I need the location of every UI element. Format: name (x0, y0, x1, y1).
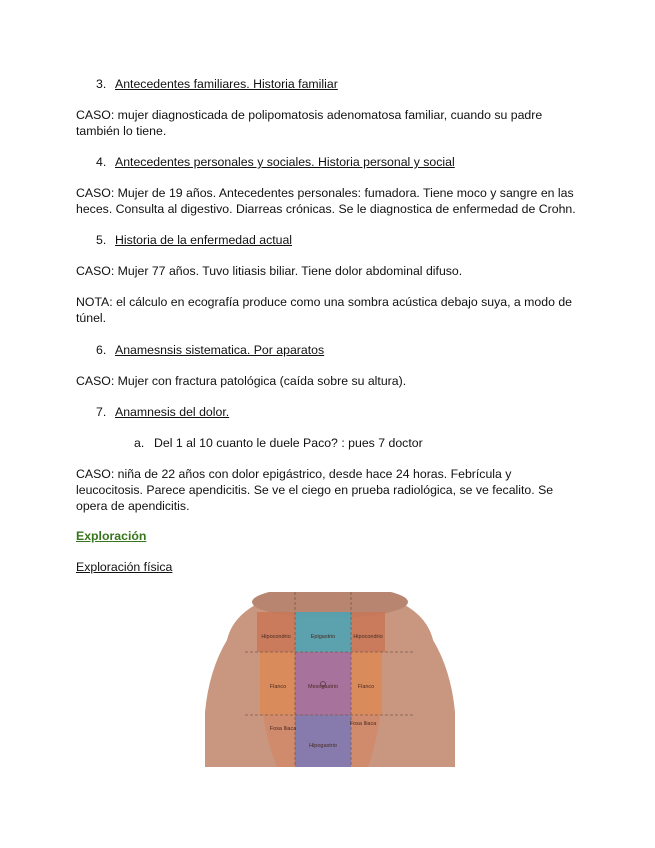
item-7-heading: Anamnesis del dolor. (115, 405, 230, 419)
item-6-heading: Anamesnsis sistematica. Por aparatos (115, 343, 325, 357)
note-paragraph: NOTA: el cálculo en ecografía produce como una sombra acústica debajo suya, a modo de túnel. (76, 295, 573, 325)
hipocondrio-der-region (351, 612, 385, 652)
label-hipocondrio-der: Hipocondrio (353, 634, 383, 640)
case-dolor-paragraph: CASO: niña de 22 años con dolor epigástrico, desde hace 24 horas. Febrícula y leucocitosis. Parece apendicitis. Se ve el ciego en prueba radiológica, se ve fecalito. Se opera de apendicitis. (76, 467, 554, 513)
case-aparatos-paragraph: CASO: Mujer con fractura patológica (caída sobre su altura). (76, 374, 407, 388)
hipogastrio-region (295, 715, 351, 767)
case-familiar-paragraph: CASO: mujer diagnosticada de polipomatosis adenomatosa familiar, cuando su padre también lo tiene. (76, 108, 543, 138)
case-actual-paragraph: CASO: Mujer 77 años. Tuvo litiasis biliar. Tiene dolor abdominal difuso. (76, 264, 463, 278)
item-7-number: 7. (96, 405, 107, 419)
subitem-letter: a. (134, 436, 145, 450)
label-fosa-iliaca-izq: Fosa Iliaca (269, 726, 297, 732)
item-5-heading: Historia de la enfermedad actual (115, 233, 293, 247)
case-personal-paragraph: CASO: Mujer de 19 años. Antecedentes personales: fumadora. Tiene moco y sangre en las heces. Consulta al digestivo. Diarreas crónicas. Se le diagnostica de enfermedad de Crohn. (76, 186, 576, 216)
item-3-number: 3. (96, 77, 107, 91)
label-flanco-der: Flanco (357, 684, 375, 690)
label-fosa-iliaca-der: Fosa Iliaca (349, 721, 377, 727)
label-hipocondrio-izq: Hipocondrio (261, 634, 291, 640)
item-3-heading: Antecedentes familiares. Historia familiar (115, 77, 338, 91)
item-6-number: 6. (96, 343, 107, 357)
label-mesogastrio: Mesogastrio (308, 684, 338, 690)
section-title: Exploración (76, 529, 147, 543)
subitem-text: Del 1 al 10 cuanto le duele Paco? : pues 7 doctor (154, 436, 423, 450)
subsection-title: Exploración física (76, 560, 173, 574)
label-flanco-izq: Flanco (269, 684, 287, 690)
label-hipogastrio: Hipogastrio (309, 743, 337, 749)
hipocondrio-izq-region (257, 612, 295, 652)
item-5-number: 5. (96, 233, 107, 247)
item-4-heading: Antecedentes personales y sociales. Historia personal y social (115, 155, 455, 169)
label-epigastrio: Epigastrio (310, 634, 336, 640)
item-4-number: 4. (96, 155, 107, 169)
abdomen-figure (205, 592, 455, 767)
epigastrio-region (295, 612, 351, 652)
